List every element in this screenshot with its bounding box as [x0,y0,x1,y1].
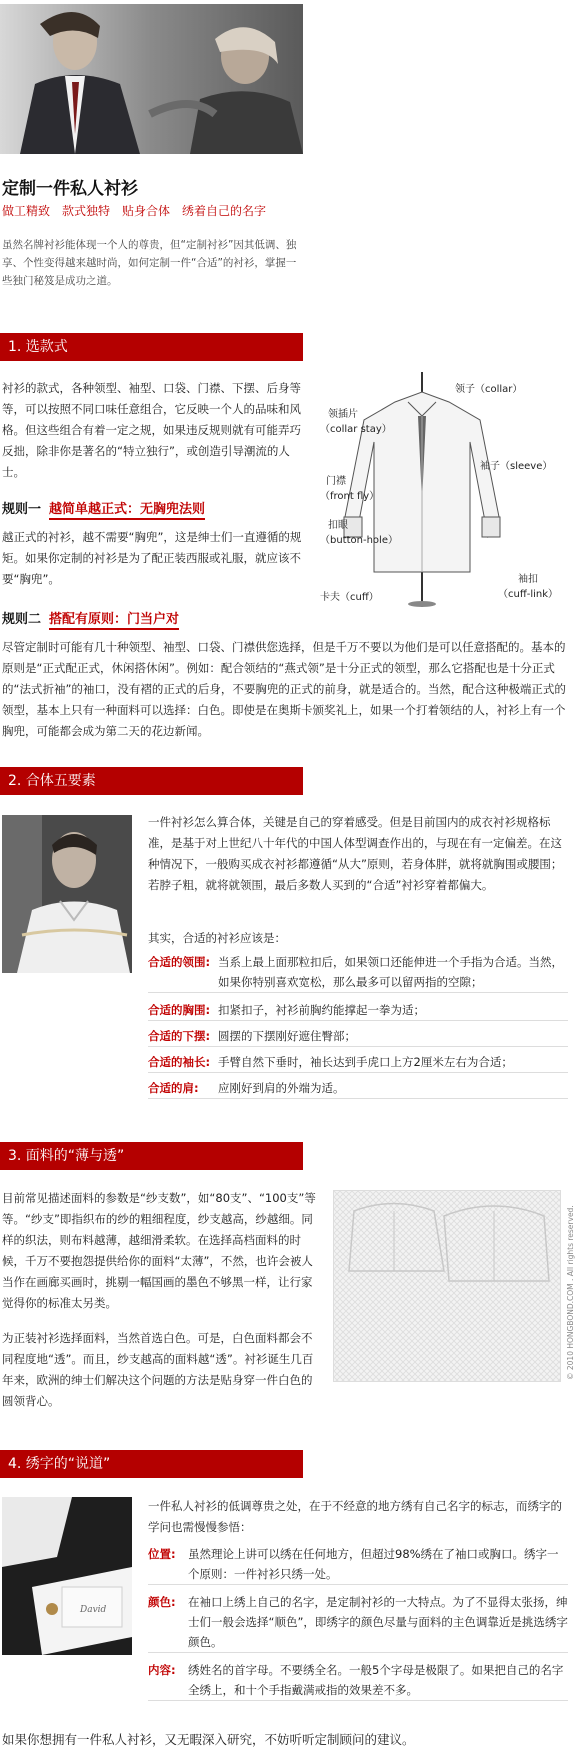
copyright-notice: © 2010 HONGBOND.COM . All rights reserved. [566,1205,575,1380]
fit-item-sleeve [148,1052,568,1073]
embroidery-item-color [148,1592,568,1653]
label-sleeve: 袖子（sleeve） [480,461,553,472]
fit-item-collar [148,952,568,993]
man-measuring-shirt-photo [2,815,132,973]
embroidery-label-content: 内容: [148,1663,176,1677]
section2-paragraph: 一件衬衫怎么算合体，关键是自己的穿着感受。但是目前国内的成衣衬衫规格标准，是基于对上世纪八十年代的中国人体型调查作出的，与现在有一定偏差。在这种情况下，一般购买成衣衬衫都遵循“从大”原则，若身体胖，就将就胸围或腰围；若脖子粗，就将就领围，最后多数人买到的“合适”衬衫穿着都偏大。 [148,815,563,892]
embroidery-text-color: 在袖口上绣上自己的名字，是定制衬衫的一大特点。为了不显得太张扬，绅士们一般会选择“顺色”，即绣字的颜色尽量与面料的主色调靠近是挑选绣字颜色。 [188,1595,568,1649]
embroidery-item-position [148,1544,568,1585]
embroidery-item-content [148,1660,568,1701]
fit-item-shoulder [148,1078,568,1099]
embroidery-text-content: 绣姓名的首字母。不要绣全名。一般5个字母是极限了。如果把自己的名字全绣上，和十个手指戴满戒指的效果差不多。 [188,1663,564,1697]
fit-label-chest: 合适的胸围: [148,1003,211,1017]
section-heading-style: 1. 选款式 [0,333,303,361]
page-subtitle: 做工精致 款式独特 贴身合体 绣着自己的名字 [2,204,267,218]
section3-paragraph-2: 为正装衬衫选择面料，当然首选白色。可是，白色面料都会不同程度地“透”。而且，纱支越高的面料越“透”。衬衫诞生几百年来，欧洲的绅士们解决这个问题的方法是贴身穿一件白色的圆领背心。 [2,1331,314,1408]
fit-label-sleeve: 合适的袖长: [148,1055,211,1069]
section-heading-fit: 2. 合体五要素 [0,767,303,795]
section2-lead: 其实，合适的衬衫应该是： [148,931,286,945]
rule2-paragraph: 尽管定制时可能有几十种领型、袖型、口袋、门襟供您选择，但是千万不要以为他们是可以任意搭配的。基本的原则是“正式配正式，休闲搭休闲”。例如：配合领结的“燕式领”是十分正式的领型，那么它搭配也是十分正式的“法式折袖”的袖口，没有褶的正式的后身，不要胸兜的正式的前身，就是适合的。当然，配合这种极端正式的领型，基本上只有一种面料可以选择：白色。即使是在奥斯卡颁奖礼上，如果一个打着领结的人，衬衫上有一个胸兜，可能都会成为第二天的花边新闻。 [2,640,566,738]
section-heading-embroidery: 4. 绣字的“说道” [0,1450,303,1478]
fit-text-chest: 扣紧扣子，衬衫前胸约能撑起一拳为适； [218,1003,425,1017]
label-button-hole-en: （button-hole） [320,535,398,546]
rule1-label: 规则一 [2,502,42,517]
page-title: 定制一件私人衬衫 [2,179,138,199]
label-cuff-link-en: （cuff-link） [498,589,559,600]
section1-paragraph: 衬衫的款式，各种领型、袖型、口袋、门襟、下摆、后身等等，可以按照不同口味任意组合，它反映一个人的品味和风格。但这些组合有着一定之规，如果违反规则就有可能弄巧反拙，除非你是著名的“特立独行”，或创造引导潮流的人士。 [2,381,301,479]
label-collar-stay-cn: 领插片 [328,409,358,420]
label-front-fly-cn: 门襟 [326,476,346,487]
fit-label-hem: 合适的下摆: [148,1029,211,1043]
fit-text-shoulder: 应刚好到肩的外端为适。 [218,1081,345,1095]
embroidery-text-position: 虽然理论上讲可以绣在任何地方，但超过98%绣在了袖口或胸口。绣字一个原则：一件衬衫只绣一处。 [188,1547,559,1581]
rule1-paragraph: 越正式的衬衫，越不需要“胸兜”，这是绅士们一直遵循的规矩。如果你定制的衬衫是为了配正装西服或礼服，就应该不要“胸兜”。 [2,530,302,586]
label-button-hole-cn: 扣眼 [328,520,348,531]
fit-text-hem: 圆摆的下摆刚好遮住臀部； [218,1029,356,1043]
label-front-fly-en: （front fly） [320,491,380,502]
fit-text-collar: 当系上最上面那粒扣后，如果领口还能伸进一个手指为合适。当然，如果你特别喜欢宽松，那么最多可以留两指的空隙； [218,955,563,989]
label-collar: 领子（collar） [455,384,523,395]
embroidered-cuff-photo [2,1497,132,1655]
fit-label-shoulder: 合适的肩: [148,1081,199,1095]
intro-paragraph: 虽然名牌衬衫能体现一个人的尊贵，但“定制衬衫”因其低调、独享、个性变得越来越时尚，如何定制一件“合适”的衬衫，掌握一些独门秘笈是成功之道。 [2,239,297,287]
section4-paragraph: 一件私人衬衫的低调尊贵之处，在于不经意的地方绣有自己名字的标志，而绣字的学问也需慢慢参悟： [148,1499,562,1534]
embroidery-label-color: 颜色: [148,1595,176,1609]
svg-text:David: David [80,1605,107,1615]
rule2-title: 搭配有原则：门当户对 [49,612,179,630]
rule1-title: 越简单越正式：无胸兜法则 [49,502,205,520]
fit-text-sleeve: 手臂自然下垂时，袖长达到手虎口上方2厘米左右为合适； [218,1055,513,1069]
rule2-heading [2,608,179,627]
footer-note: 如果你想拥有一件私人衬衫，又无暇深入研究，不妨听听定制顾问的建议。 [2,1732,415,1747]
shirt-anatomy-diagram [320,372,565,607]
label-cuff: 卡夫（cuff） [320,592,379,603]
header-photo-tailor-fitting [0,4,303,154]
rule2-label: 规则二 [2,612,42,627]
embroidery-label-position: 位置: [148,1547,176,1561]
label-cuff-link-cn: 袖扣 [518,574,538,585]
fit-item-hem [148,1026,568,1047]
fit-label-collar: 合适的领围: [148,955,211,969]
fit-item-chest [148,1000,568,1021]
section3-paragraph-1: 目前常见描述面料的参数是“纱支数”，如“80支”、“100支”等等。“纱支”即指织布的纱的粗细程度，纱支越高，纱越细。同样的织法，则布料越薄，越细滑柔软。在选择高档面料的时候，千万不要抱怨提供给你的面料“太薄”，不然，也许会被人当作在画廊买画时，挑剔一幅国画的墨色不够黑一样，让行家觉得你的标准太另类。 [2,1191,316,1310]
fabric-texture-image [333,1190,561,1382]
rule1-heading [2,498,205,517]
section-heading-fabric: 3. 面料的“薄与透” [0,1142,303,1170]
label-collar-stay-en: （collar stay） [320,424,392,435]
